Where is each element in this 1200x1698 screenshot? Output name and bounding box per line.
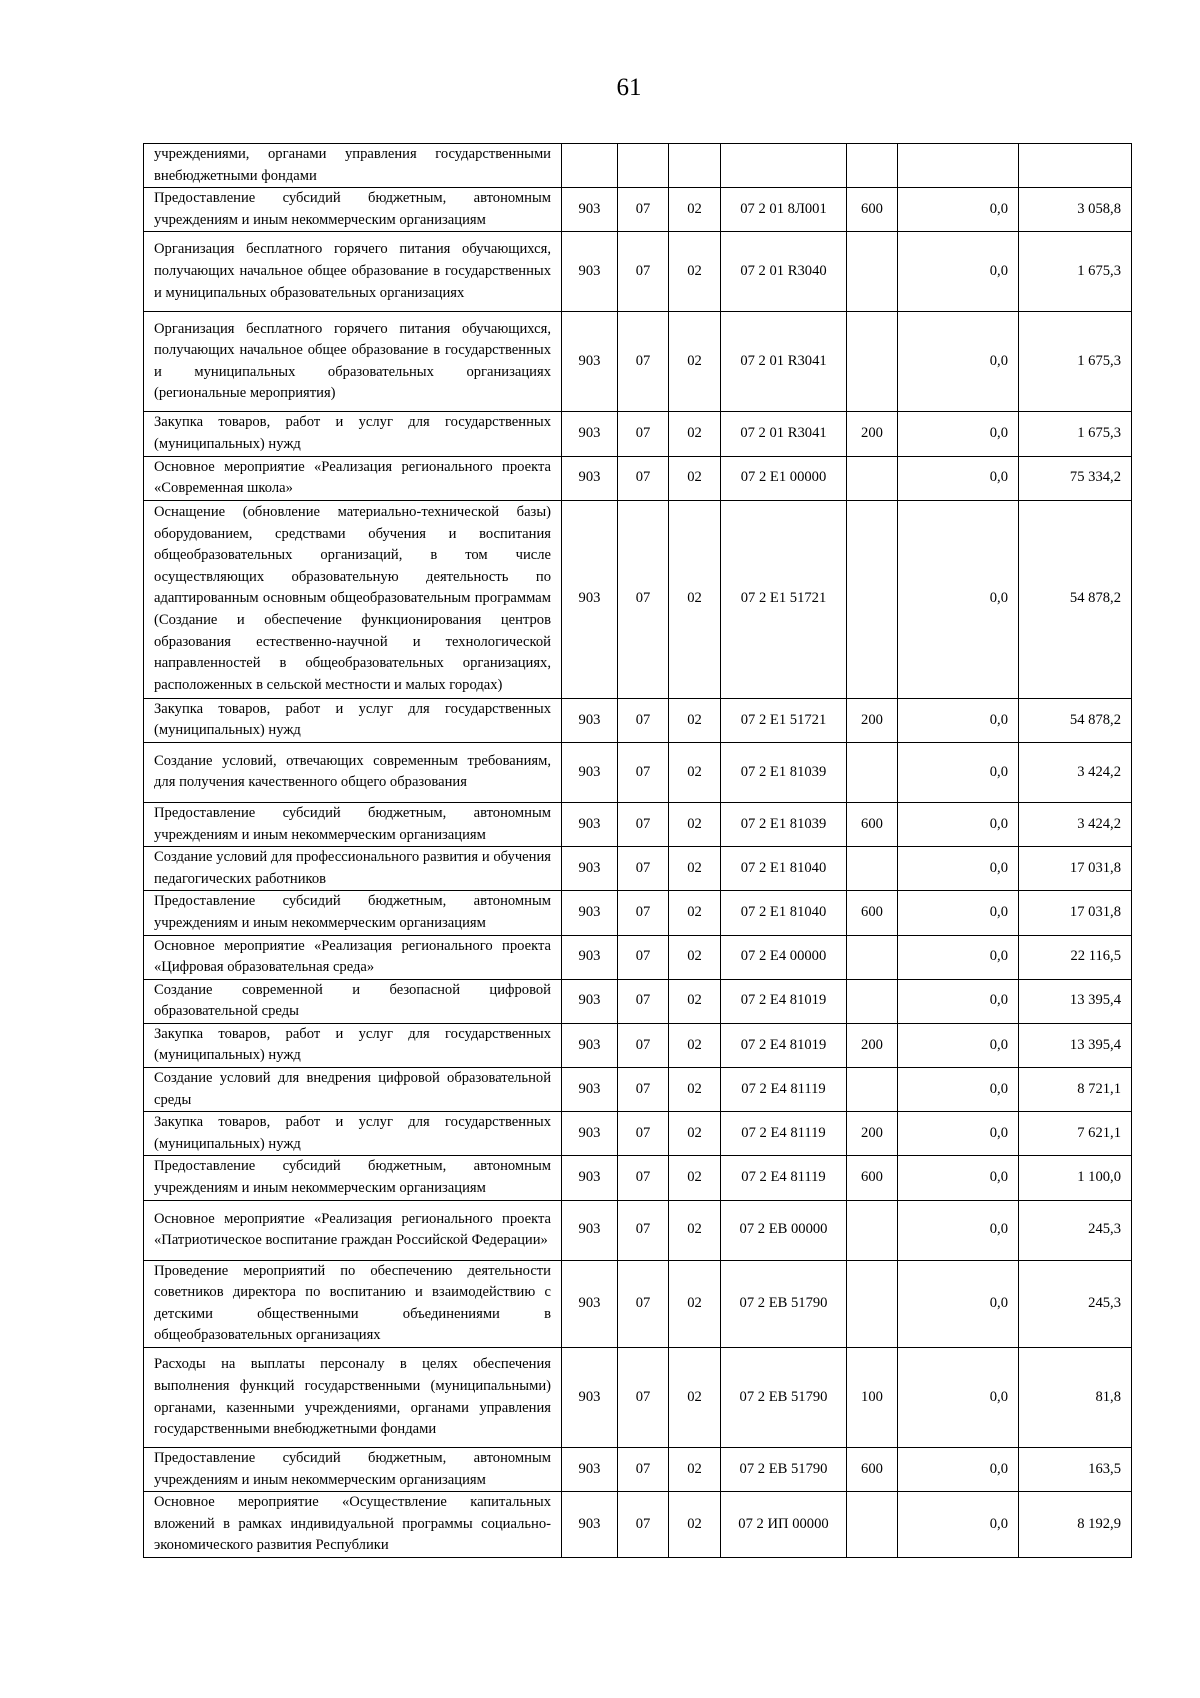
amount-cell-2: 1 675,3 (1019, 232, 1132, 312)
amount-cell-2: 3 424,2 (1019, 742, 1132, 802)
ministry-code-cell: 903 (562, 232, 618, 312)
expense-type-cell (847, 232, 898, 312)
amount-cell-2: 1 675,3 (1019, 412, 1132, 456)
target-article-cell: 07 2 E1 81040 (721, 847, 847, 891)
amount-cell-1: 0,0 (898, 1260, 1019, 1347)
section-code-cell: 07 (618, 456, 669, 500)
target-article-cell: 07 2 E1 51721 (721, 500, 847, 698)
amount-cell-1: 0,0 (898, 188, 1019, 232)
amount-cell-1: 0,0 (898, 500, 1019, 698)
amount-cell-1: 0,0 (898, 847, 1019, 891)
target-article-cell: 07 2 EB 51790 (721, 1348, 847, 1448)
subsection-code-cell: 02 (669, 1112, 721, 1156)
section-code-cell: 07 (618, 742, 669, 802)
amount-cell-1: 0,0 (898, 232, 1019, 312)
expense-type-cell: 600 (847, 802, 898, 846)
amount-cell-1: 0,0 (898, 412, 1019, 456)
row-name-cell: Организация бесплатного горячего питания обучающихся, получающих начальное общее образование в государственных и муниципальных образовательных организациях (144, 232, 562, 312)
amount-cell-2: 17 031,8 (1019, 847, 1132, 891)
ministry-code-cell: 903 (562, 742, 618, 802)
subsection-code-cell: 02 (669, 742, 721, 802)
expense-type-cell: 200 (847, 698, 898, 742)
page-number: 61 (616, 74, 642, 101)
subsection-code-cell: 02 (669, 188, 721, 232)
amount-cell-1: 0,0 (898, 456, 1019, 500)
target-article-cell: 07 2 E1 81039 (721, 742, 847, 802)
table-row (144, 1200, 1132, 1260)
amount-cell-1: 0,0 (898, 891, 1019, 935)
section-code-cell: 07 (618, 412, 669, 456)
row-name-cell: Создание современной и безопасной цифровой образовательной среды (144, 979, 562, 1023)
row-name-cell: Основное мероприятие «Реализация регионального проекта «Цифровая образовательная среда» (144, 935, 562, 979)
amount-cell-2: 22 116,5 (1019, 935, 1132, 979)
ministry-code-cell: 903 (562, 891, 618, 935)
row-name-cell: Оснащение (обновление материально-технической базы) оборудованием, средствами обучения и воспитания общеобразовательных организаций, в том числе осуществляющих образовательную деятельность по адаптированным основным общеобразовательным программам (Создание и обеспечение функционирования центров образования естественно-научной и технологической направленностей в общеобразовательных организациях, расположенных в сельской местности и малых городах) (144, 500, 562, 698)
subsection-code-cell: 02 (669, 1200, 721, 1260)
table-row (144, 1023, 1132, 1067)
section-code-cell: 07 (618, 188, 669, 232)
expense-type-cell (847, 979, 898, 1023)
subsection-code-cell (669, 144, 721, 188)
ministry-code-cell: 903 (562, 1068, 618, 1112)
amount-cell-2: 54 878,2 (1019, 500, 1132, 698)
amount-cell-2: 81,8 (1019, 1348, 1132, 1448)
ministry-code-cell: 903 (562, 698, 618, 742)
amount-cell-1: 0,0 (898, 1200, 1019, 1260)
target-article-cell: 07 2 E4 81119 (721, 1156, 847, 1200)
section-code-cell: 07 (618, 1492, 669, 1558)
row-name-cell: Закупка товаров, работ и услуг для государственных (муниципальных) нужд (144, 1112, 562, 1156)
subsection-code-cell: 02 (669, 1348, 721, 1448)
target-article-cell: 07 2 EB 00000 (721, 1200, 847, 1260)
ministry-code-cell: 903 (562, 312, 618, 412)
subsection-code-cell: 02 (669, 891, 721, 935)
table-row (144, 979, 1132, 1023)
amount-cell-1 (898, 144, 1019, 188)
subsection-code-cell: 02 (669, 412, 721, 456)
target-article-cell: 07 2 E1 00000 (721, 456, 847, 500)
row-name-cell: Предоставление субсидий бюджетным, автономным учреждениям и иным некоммерческим организациям (144, 188, 562, 232)
target-article-cell (721, 144, 847, 188)
amount-cell-2: 17 031,8 (1019, 891, 1132, 935)
section-code-cell: 07 (618, 1448, 669, 1492)
expense-type-cell (847, 1200, 898, 1260)
amount-cell-1: 0,0 (898, 1156, 1019, 1200)
row-name-cell: Предоставление субсидий бюджетным, автономным учреждениям и иным некоммерческим организациям (144, 1448, 562, 1492)
table-row (144, 412, 1132, 456)
target-article-cell: 07 2 E4 81019 (721, 979, 847, 1023)
ministry-code-cell: 903 (562, 412, 618, 456)
expense-type-cell (847, 144, 898, 188)
amount-cell-2: 13 395,4 (1019, 979, 1132, 1023)
table-row (144, 144, 1132, 188)
target-article-cell: 07 2 E1 51721 (721, 698, 847, 742)
table-row (144, 698, 1132, 742)
target-article-cell: 07 2 E1 81039 (721, 802, 847, 846)
amount-cell-1: 0,0 (898, 1492, 1019, 1558)
amount-cell-2: 8 721,1 (1019, 1068, 1132, 1112)
ministry-code-cell: 903 (562, 1348, 618, 1448)
section-code-cell: 07 (618, 979, 669, 1023)
amount-cell-1: 0,0 (898, 935, 1019, 979)
table-row (144, 742, 1132, 802)
expense-type-cell: 200 (847, 1023, 898, 1067)
amount-cell-1: 0,0 (898, 979, 1019, 1023)
expense-type-cell (847, 1492, 898, 1558)
ministry-code-cell: 903 (562, 500, 618, 698)
subsection-code-cell: 02 (669, 935, 721, 979)
section-code-cell: 07 (618, 1200, 669, 1260)
expense-type-cell: 600 (847, 188, 898, 232)
section-code-cell: 07 (618, 802, 669, 846)
row-name-cell: Закупка товаров, работ и услуг для государственных (муниципальных) нужд (144, 1023, 562, 1067)
target-article-cell: 07 2 E4 00000 (721, 935, 847, 979)
ministry-code-cell: 903 (562, 847, 618, 891)
table-row (144, 802, 1132, 846)
amount-cell-1: 0,0 (898, 312, 1019, 412)
ministry-code-cell: 903 (562, 1448, 618, 1492)
ministry-code-cell: 903 (562, 1260, 618, 1347)
table-row (144, 1492, 1132, 1558)
ministry-code-cell: 903 (562, 935, 618, 979)
target-article-cell: 07 2 ИП 00000 (721, 1492, 847, 1558)
subsection-code-cell: 02 (669, 232, 721, 312)
target-article-cell: 07 2 EB 51790 (721, 1260, 847, 1347)
amount-cell-2: 1 675,3 (1019, 312, 1132, 412)
section-code-cell: 07 (618, 1156, 669, 1200)
expense-type-cell (847, 847, 898, 891)
amount-cell-2: 54 878,2 (1019, 698, 1132, 742)
section-code-cell: 07 (618, 1068, 669, 1112)
target-article-cell: 07 2 01 R3040 (721, 232, 847, 312)
amount-cell-1: 0,0 (898, 1112, 1019, 1156)
section-code-cell: 07 (618, 1112, 669, 1156)
row-name-cell: Расходы на выплаты персоналу в целях обеспечения выполнения функций государственными (муниципальными) органами, казенными учреждениями, органами управления государственными внебюджетными фондами (144, 1348, 562, 1448)
expense-type-cell: 200 (847, 412, 898, 456)
row-name-cell: Основное мероприятие «Осуществление капитальных вложений в рамках индивидуальной программы социально-экономического развития Республики (144, 1492, 562, 1558)
subsection-code-cell: 02 (669, 698, 721, 742)
amount-cell-2: 1 100,0 (1019, 1156, 1132, 1200)
section-code-cell: 07 (618, 847, 669, 891)
table-row (144, 1112, 1132, 1156)
section-code-cell: 07 (618, 1023, 669, 1067)
ministry-code-cell (562, 144, 618, 188)
amount-cell-2: 245,3 (1019, 1200, 1132, 1260)
section-code-cell: 07 (618, 232, 669, 312)
row-name-cell: учреждениями, органами управления государственными внебюджетными фондами (144, 144, 562, 188)
table-row (144, 847, 1132, 891)
ministry-code-cell: 903 (562, 1156, 618, 1200)
subsection-code-cell: 02 (669, 802, 721, 846)
amount-cell-1: 0,0 (898, 698, 1019, 742)
table-row (144, 188, 1132, 232)
section-code-cell: 07 (618, 698, 669, 742)
ministry-code-cell: 903 (562, 1023, 618, 1067)
ministry-code-cell: 903 (562, 1492, 618, 1558)
section-code-cell: 07 (618, 1260, 669, 1347)
amount-cell-2: 245,3 (1019, 1260, 1132, 1347)
row-name-cell: Создание условий для внедрения цифровой образовательной среды (144, 1068, 562, 1112)
section-code-cell (618, 144, 669, 188)
amount-cell-2: 75 334,2 (1019, 456, 1132, 500)
section-code-cell: 07 (618, 312, 669, 412)
row-name-cell: Создание условий для профессионального развития и обучения педагогических работников (144, 847, 562, 891)
table-row (144, 1448, 1132, 1492)
subsection-code-cell: 02 (669, 1068, 721, 1112)
expense-type-cell: 600 (847, 1448, 898, 1492)
table-row (144, 1260, 1132, 1347)
row-name-cell: Закупка товаров, работ и услуг для государственных (муниципальных) нужд (144, 412, 562, 456)
expense-type-cell (847, 742, 898, 802)
ministry-code-cell: 903 (562, 1112, 618, 1156)
ministry-code-cell: 903 (562, 1200, 618, 1260)
target-article-cell: 07 2 01 R3041 (721, 312, 847, 412)
target-article-cell: 07 2 01 R3041 (721, 412, 847, 456)
row-name-cell: Закупка товаров, работ и услуг для государственных (муниципальных) нужд (144, 698, 562, 742)
target-article-cell: 07 2 01 8Л001 (721, 188, 847, 232)
row-name-cell: Предоставление субсидий бюджетным, автономным учреждениям и иным некоммерческим организациям (144, 1156, 562, 1200)
row-name-cell: Предоставление субсидий бюджетным, автономным учреждениям и иным некоммерческим организациям (144, 891, 562, 935)
amount-cell-2 (1019, 144, 1132, 188)
table-row (144, 1348, 1132, 1448)
expense-type-cell (847, 500, 898, 698)
row-name-cell: Предоставление субсидий бюджетным, автономным учреждениям и иным некоммерческим организациям (144, 802, 562, 846)
table-row (144, 456, 1132, 500)
ministry-code-cell: 903 (562, 456, 618, 500)
expense-type-cell (847, 456, 898, 500)
row-name-cell: Основное мероприятие «Реализация регионального проекта «Патриотическое воспитание граждан Российской Федерации» (144, 1200, 562, 1260)
subsection-code-cell: 02 (669, 1260, 721, 1347)
table-row (144, 312, 1132, 412)
section-code-cell: 07 (618, 1348, 669, 1448)
amount-cell-1: 0,0 (898, 1023, 1019, 1067)
subsection-code-cell: 02 (669, 847, 721, 891)
ministry-code-cell: 903 (562, 802, 618, 846)
target-article-cell: 07 2 E4 81119 (721, 1068, 847, 1112)
amount-cell-2: 163,5 (1019, 1448, 1132, 1492)
subsection-code-cell: 02 (669, 1156, 721, 1200)
target-article-cell: 07 2 E4 81019 (721, 1023, 847, 1067)
amount-cell-2: 3 424,2 (1019, 802, 1132, 846)
row-name-cell: Организация бесплатного горячего питания обучающихся, получающих начальное общее образование в государственных и муниципальных образовательных организациях (региональные мероприятия) (144, 312, 562, 412)
subsection-code-cell: 02 (669, 1492, 721, 1558)
table-row (144, 1068, 1132, 1112)
table-row (144, 1156, 1132, 1200)
ministry-code-cell: 903 (562, 979, 618, 1023)
amount-cell-1: 0,0 (898, 1448, 1019, 1492)
amount-cell-2: 13 395,4 (1019, 1023, 1132, 1067)
subsection-code-cell: 02 (669, 456, 721, 500)
amount-cell-2: 8 192,9 (1019, 1492, 1132, 1558)
subsection-code-cell: 02 (669, 1023, 721, 1067)
table-row (144, 500, 1132, 698)
amount-cell-1: 0,0 (898, 802, 1019, 846)
expense-type-cell: 600 (847, 891, 898, 935)
amount-cell-2: 7 621,1 (1019, 1112, 1132, 1156)
table-row (144, 232, 1132, 312)
amount-cell-1: 0,0 (898, 1068, 1019, 1112)
subsection-code-cell: 02 (669, 1448, 721, 1492)
expense-type-cell (847, 1068, 898, 1112)
budget-table (143, 143, 1132, 1558)
section-code-cell: 07 (618, 935, 669, 979)
section-code-cell: 07 (618, 891, 669, 935)
amount-cell-1: 0,0 (898, 1348, 1019, 1448)
expense-type-cell: 200 (847, 1112, 898, 1156)
target-article-cell: 07 2 E4 81119 (721, 1112, 847, 1156)
subsection-code-cell: 02 (669, 500, 721, 698)
target-article-cell: 07 2 EB 51790 (721, 1448, 847, 1492)
amount-cell-1: 0,0 (898, 742, 1019, 802)
row-name-cell: Проведение мероприятий по обеспечению деятельности советников директора по воспитанию и взаимодействию с детскими общественными объединениями в общеобразовательных организациях (144, 1260, 562, 1347)
ministry-code-cell: 903 (562, 188, 618, 232)
subsection-code-cell: 02 (669, 312, 721, 412)
table-row (144, 935, 1132, 979)
table-row (144, 891, 1132, 935)
row-name-cell: Создание условий, отвечающих современным требованиям, для получения качественного общего образования (144, 742, 562, 802)
amount-cell-2: 3 058,8 (1019, 188, 1132, 232)
expense-type-cell: 100 (847, 1348, 898, 1448)
target-article-cell: 07 2 E1 81040 (721, 891, 847, 935)
expense-type-cell (847, 312, 898, 412)
row-name-cell: Основное мероприятие «Реализация регионального проекта «Современная школа» (144, 456, 562, 500)
subsection-code-cell: 02 (669, 979, 721, 1023)
expense-type-cell (847, 1260, 898, 1347)
expense-type-cell (847, 935, 898, 979)
section-code-cell: 07 (618, 500, 669, 698)
expense-type-cell: 600 (847, 1156, 898, 1200)
